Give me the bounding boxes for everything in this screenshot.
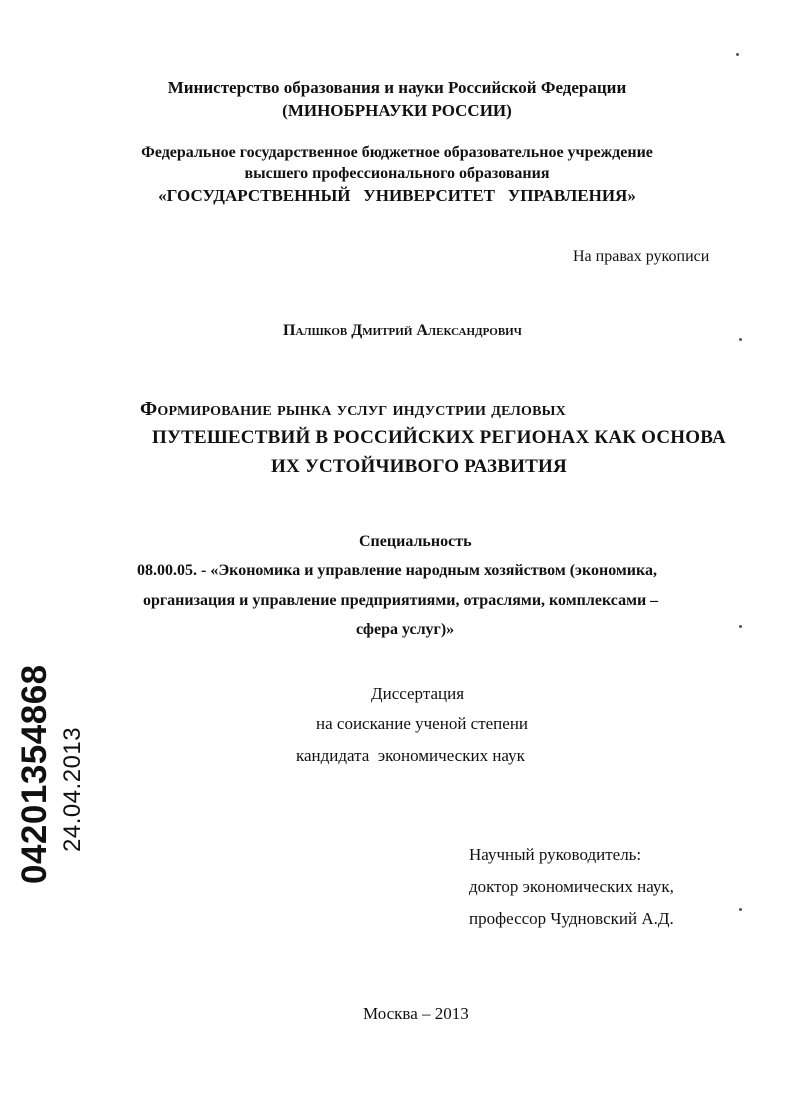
- supervisor-name: профессор Чудновский А.Д.: [469, 909, 674, 928]
- supervisor-heading: Научный руководитель:: [469, 845, 642, 864]
- registration-number: 04201354868: [15, 664, 54, 884]
- institution-level: высшего профессионального образования: [244, 165, 550, 182]
- dissertation-title-line-1: Формирование рынка услуг индустрии деловых: [140, 398, 566, 420]
- specialty-line-3: сфера услуг)»: [356, 621, 455, 638]
- dissertation-title-line-3: ИХ УСТОЙЧИВОГО РАЗВИТИЯ: [271, 456, 567, 477]
- specialty-line-2: организация и управление предприятиями, отраслями, комплексами –: [143, 592, 659, 609]
- specialty-label: Специальность: [359, 533, 472, 550]
- degree-purpose: на соискание ученой степени: [316, 714, 529, 733]
- scan-speck: [736, 53, 739, 56]
- city-year: Москва – 2013: [363, 1004, 469, 1023]
- institution-type: Федеральное государственное бюджетное образовательное учреждение: [141, 144, 653, 161]
- dissertation-title-line-2: ПУТЕШЕСТВИЙ В РОССИЙСКИХ РЕГИОНАХ КАК ОСНОВА: [152, 427, 726, 448]
- scan-speck: [739, 625, 742, 628]
- specialty-line-1: 08.00.05. - «Экономика и управление народным хозяйством (экономика,: [137, 562, 657, 579]
- ministry-name: Министерство образования и науки Российской Федерации: [167, 78, 627, 97]
- degree-type: Диссертация: [371, 684, 465, 703]
- registration-date: 24.04.2013: [59, 726, 86, 852]
- scan-speck: [739, 338, 742, 341]
- author-name: Палшков Дмитрий Александрович: [283, 322, 522, 339]
- ministry-short-name: (МИНОБРНАУКИ РОССИИ): [282, 101, 512, 120]
- scan-speck: [739, 908, 742, 911]
- supervisor-degree: доктор экономических наук,: [469, 877, 674, 896]
- university-name: «ГОСУДАРСТВЕННЫЙ УНИВЕРСИТЕТ УПРАВЛЕНИЯ»: [158, 186, 636, 205]
- degree-field: кандидата экономических наук: [296, 746, 525, 765]
- manuscript-note: На правах рукописи: [573, 248, 710, 265]
